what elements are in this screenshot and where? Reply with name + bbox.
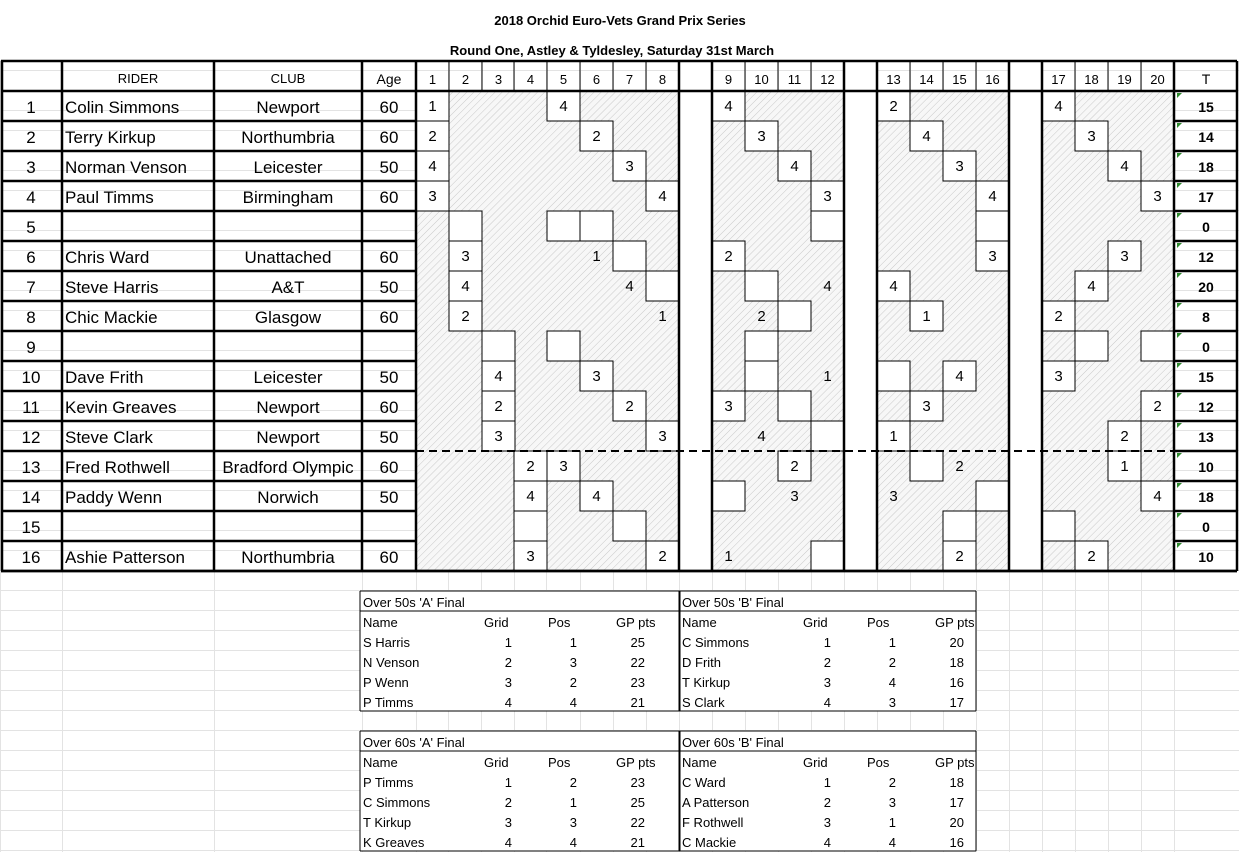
rider-name: Dave Frith — [65, 368, 144, 387]
heat-points: 2 — [955, 458, 964, 475]
rider-club: Unattached — [244, 248, 332, 267]
final-rider-name: N Venson — [363, 655, 420, 670]
final-value: 20 — [949, 635, 964, 650]
heat-points: 1 — [1120, 458, 1129, 475]
cell-marker — [1177, 123, 1182, 128]
heat-number-header: 5 — [559, 72, 568, 87]
final-value: 1 — [888, 635, 896, 650]
heat-points: 4 — [823, 278, 832, 295]
rider-name: Norman Venson — [65, 158, 187, 177]
final-rider-name: S Clark — [682, 695, 725, 710]
heat-points: 1 — [889, 428, 898, 445]
heat-cell — [449, 211, 482, 241]
heat-points: 4 — [988, 188, 997, 205]
heat-points: 1 — [724, 548, 733, 565]
rider-age: 50 — [379, 278, 399, 297]
rider-number: 9 — [26, 338, 36, 357]
final-value: 1 — [569, 795, 577, 810]
final-rider-name: C Ward — [682, 775, 726, 790]
rider-age: 60 — [379, 188, 399, 207]
heat-points: 4 — [592, 488, 601, 505]
rider-number: 1 — [26, 98, 36, 117]
rider-number: 6 — [26, 248, 36, 267]
heat-number-header: 4 — [526, 72, 535, 87]
final-value: 2 — [504, 655, 512, 670]
final-value: 2 — [888, 775, 896, 790]
heat-cell — [1141, 331, 1174, 361]
heat-points: 2 — [625, 398, 634, 415]
heat-points: 2 — [724, 248, 733, 265]
heat-points: 3 — [889, 488, 898, 505]
heat-points: 3 — [592, 368, 601, 385]
rider-club: Leicester — [253, 158, 323, 177]
final-value: 3 — [888, 695, 896, 710]
heat-points: 4 — [757, 428, 766, 445]
heat-points: 2 — [1087, 548, 1096, 565]
heat-cell — [778, 301, 811, 331]
rider-number: 10 — [21, 368, 41, 387]
cell-marker — [1177, 93, 1182, 98]
heat-points: 3 — [428, 188, 437, 205]
gap-column — [844, 61, 877, 571]
rider-club: Glasgow — [254, 308, 322, 327]
heat-cell — [877, 361, 910, 391]
final-title: Over 60s 'B' Final — [682, 735, 784, 750]
heat-points: 2 — [1054, 308, 1063, 325]
rider-total: 8 — [1202, 309, 1210, 325]
heat-points: 3 — [1087, 128, 1096, 145]
cell-marker — [1177, 393, 1182, 398]
rider-total: 17 — [1198, 189, 1214, 205]
heat-points: 4 — [1120, 158, 1129, 175]
page-subtitle: Round One, Astley & Tyldesley, Saturday 31st March — [449, 43, 775, 58]
heat-number-header: 8 — [658, 72, 667, 87]
final-rider-name: P Wenn — [363, 675, 409, 690]
final-col-header: Grid — [803, 615, 828, 630]
rider-club: Birmingham — [242, 188, 334, 207]
heat-cell — [910, 451, 943, 481]
final-rider-name: F Rothwell — [682, 815, 744, 830]
final-rider-name: T Kirkup — [682, 675, 731, 690]
final-col-header: GP pts — [616, 615, 656, 630]
rider-number: 11 — [22, 398, 40, 417]
heat-points: 1 — [922, 308, 931, 325]
heat-number-header: 16 — [985, 72, 1000, 87]
rider-total: 20 — [1198, 279, 1214, 295]
heat-cell — [943, 511, 976, 541]
final-col-header: Name — [682, 615, 717, 630]
heat-points: 4 — [526, 488, 535, 505]
final-rider-name: C Mackie — [682, 835, 737, 850]
rider-total: 10 — [1198, 549, 1214, 565]
final-rider-name: P Timms — [363, 695, 414, 710]
heat-points: 3 — [790, 488, 799, 505]
heat-points: 1 — [428, 98, 437, 115]
rider-total: 15 — [1198, 369, 1214, 385]
rider-name: Paddy Wenn — [65, 488, 163, 507]
final-value: 20 — [949, 815, 964, 830]
rider-age: 60 — [379, 248, 399, 267]
heat-points: 4 — [889, 278, 898, 295]
heat-points: 4 — [461, 278, 470, 295]
rider-number: 2 — [26, 128, 36, 147]
heat-points: 3 — [823, 188, 832, 205]
final-col-header: Grid — [484, 755, 509, 770]
heat-points: 3 — [559, 458, 568, 475]
heat-cell — [976, 481, 1009, 511]
cell-marker — [1177, 153, 1182, 158]
heat-points: 3 — [988, 248, 997, 265]
heat-cell — [1075, 331, 1108, 361]
final-col-header: Pos — [548, 755, 571, 770]
heat-number-header: 18 — [1084, 72, 1099, 87]
final-value: 17 — [949, 795, 964, 810]
rider-age: 60 — [379, 128, 399, 147]
final-value: 21 — [630, 835, 645, 850]
rider-name: Steve Harris — [65, 278, 159, 297]
final-value: 3 — [888, 795, 896, 810]
final-rider-name: C Simmons — [363, 795, 431, 810]
gap-column — [679, 61, 712, 571]
cell-marker — [1177, 183, 1182, 188]
final-rider-name: D Frith — [682, 655, 721, 670]
rider-total: 18 — [1198, 159, 1214, 175]
heat-points: 2 — [889, 98, 898, 115]
cell-marker — [1177, 423, 1182, 428]
final-col-header: GP pts — [616, 755, 656, 770]
rider-club: A&T — [271, 278, 305, 297]
final-value: 17 — [949, 695, 964, 710]
rider-number: 12 — [21, 428, 41, 447]
heat-cell — [1042, 511, 1075, 541]
heat-cell — [613, 241, 646, 271]
heat-points: 3 — [1120, 248, 1129, 265]
rider-number: 15 — [21, 518, 41, 537]
heat-points: 2 — [494, 398, 503, 415]
final-value: 3 — [823, 815, 831, 830]
cell-marker — [1177, 483, 1182, 488]
rider-club: Newport — [256, 98, 320, 117]
heat-points: 4 — [1153, 488, 1162, 505]
heat-cell — [745, 271, 778, 301]
gap-column — [1009, 61, 1042, 571]
heat-points: 4 — [1054, 98, 1063, 115]
club-header: CLUB — [270, 71, 306, 86]
heat-points: 2 — [1120, 428, 1129, 445]
rider-total: 0 — [1202, 519, 1210, 535]
rider-total: 12 — [1198, 399, 1214, 415]
rider-name: Steve Clark — [65, 428, 153, 447]
heat-cell — [580, 211, 613, 241]
final-rider-name: S Harris — [363, 635, 410, 650]
heat-points: 4 — [790, 158, 799, 175]
final-value: 22 — [630, 655, 645, 670]
heat-points: 1 — [823, 368, 832, 385]
heat-number-header: 10 — [754, 72, 769, 87]
final-value: 2 — [504, 795, 512, 810]
heat-points: 3 — [625, 158, 634, 175]
cell-marker — [1177, 213, 1182, 218]
heat-cell — [547, 331, 580, 361]
final-col-header: Pos — [867, 755, 890, 770]
heat-number-header: 17 — [1051, 72, 1066, 87]
final-value: 16 — [949, 835, 964, 850]
rider-age: 60 — [379, 398, 399, 417]
cell-marker — [1177, 453, 1182, 458]
rider-age: 50 — [379, 488, 399, 507]
heat-cell — [811, 541, 844, 571]
heat-number-header: 13 — [886, 72, 901, 87]
heat-points: 3 — [955, 158, 964, 175]
heat-points: 4 — [658, 188, 667, 205]
final-title: Over 50s 'B' Final — [682, 595, 784, 610]
heat-number-header: 9 — [724, 72, 733, 87]
page-title: 2018 Orchid Euro-Vets Grand Prix Series — [494, 13, 746, 28]
rider-name: Chic Mackie — [65, 308, 158, 327]
heat-points: 2 — [461, 308, 470, 325]
heat-points: 4 — [428, 158, 437, 175]
rider-total: 13 — [1198, 429, 1214, 445]
rider-name: Kevin Greaves — [65, 398, 177, 417]
rider-number: 7 — [26, 278, 36, 297]
heat-cell — [811, 421, 844, 451]
heat-number-header: 20 — [1150, 72, 1165, 87]
final-value: 1 — [823, 635, 831, 650]
heat-cell — [745, 361, 778, 391]
rider-total: 14 — [1198, 129, 1214, 145]
final-value: 4 — [888, 675, 896, 690]
heat-number-header: 19 — [1117, 72, 1132, 87]
final-value: 1 — [504, 775, 512, 790]
rider-age: 60 — [379, 98, 399, 117]
rider-age: 50 — [379, 428, 399, 447]
heat-cell — [811, 211, 844, 241]
rider-total: 10 — [1198, 459, 1214, 475]
final-title: Over 50s 'A' Final — [363, 595, 465, 610]
rider-name: Paul Timms — [65, 188, 154, 207]
heat-points: 3 — [461, 248, 470, 265]
heat-points: 2 — [428, 128, 437, 145]
rider-age: 50 — [379, 368, 399, 387]
final-value: 4 — [569, 695, 577, 710]
heat-number-header: 12 — [820, 72, 835, 87]
heat-points: 4 — [955, 368, 964, 385]
heat-number-header: 15 — [952, 72, 967, 87]
final-value: 3 — [569, 655, 577, 670]
heat-points: 3 — [1153, 188, 1162, 205]
final-value: 3 — [569, 815, 577, 830]
final-value: 1 — [569, 635, 577, 650]
heat-points: 3 — [526, 548, 535, 565]
heat-points: 4 — [1087, 278, 1096, 295]
heat-points: 3 — [494, 428, 503, 445]
rider-age: 50 — [379, 158, 399, 177]
heat-number-header: 1 — [428, 72, 437, 87]
final-value: 25 — [630, 635, 645, 650]
final-value: 2 — [823, 795, 831, 810]
rider-number: 16 — [21, 548, 41, 567]
rider-club: Northumbria — [241, 128, 335, 147]
final-value: 3 — [823, 675, 831, 690]
final-value: 16 — [949, 675, 964, 690]
final-value: 25 — [630, 795, 645, 810]
final-value: 3 — [504, 815, 512, 830]
rider-number: 3 — [26, 158, 36, 177]
rider-number: 13 — [21, 458, 41, 477]
final-rider-name: P Timms — [363, 775, 414, 790]
heat-points: 3 — [658, 428, 667, 445]
cell-marker — [1177, 543, 1182, 548]
final-value: 22 — [630, 815, 645, 830]
heat-points: 2 — [757, 308, 766, 325]
rider-number: 5 — [26, 218, 36, 237]
final-value: 18 — [949, 775, 964, 790]
final-title: Over 60s 'A' Final — [363, 735, 465, 750]
heat-cell — [745, 331, 778, 361]
heat-cell — [712, 481, 745, 511]
heat-points: 3 — [1054, 368, 1063, 385]
rider-total: 15 — [1198, 99, 1214, 115]
heat-points: 2 — [955, 548, 964, 565]
cell-marker — [1177, 333, 1182, 338]
heat-points: 3 — [922, 398, 931, 415]
final-value: 1 — [504, 635, 512, 650]
final-col-header: Grid — [803, 755, 828, 770]
rider-club: Northumbria — [241, 548, 335, 567]
final-value: 4 — [569, 835, 577, 850]
cell-marker — [1177, 303, 1182, 308]
heat-points: 2 — [592, 128, 601, 145]
heat-points: 2 — [526, 458, 535, 475]
final-value: 4 — [823, 695, 831, 710]
final-value: 4 — [504, 695, 512, 710]
rider-total: 12 — [1198, 249, 1214, 265]
heat-number-header: 11 — [787, 72, 802, 87]
final-value: 2 — [823, 655, 831, 670]
rider-total: 0 — [1202, 339, 1210, 355]
rider-club: Newport — [256, 428, 320, 447]
total-header: T — [1201, 71, 1211, 87]
heat-cell — [778, 391, 811, 421]
heat-number-header: 14 — [919, 72, 934, 87]
final-col-header: GP pts — [935, 755, 975, 770]
heat-points: 2 — [658, 548, 667, 565]
rider-club: Newport — [256, 398, 320, 417]
final-value: 23 — [630, 675, 645, 690]
heat-points: 4 — [625, 278, 634, 295]
final-value: 1 — [888, 815, 896, 830]
heat-number-header: 2 — [461, 72, 470, 87]
heat-number-header: 6 — [592, 72, 601, 87]
final-col-header: Grid — [484, 615, 509, 630]
rider-club: Norwich — [257, 488, 319, 507]
rider-name: Terry Kirkup — [65, 128, 156, 147]
heat-points: 3 — [757, 128, 766, 145]
heat-cell — [482, 331, 515, 361]
final-value: 2 — [888, 655, 896, 670]
rider-age: 60 — [379, 458, 399, 477]
final-col-header: Name — [363, 615, 398, 630]
age-header: Age — [376, 71, 402, 87]
final-value: 18 — [949, 655, 964, 670]
rider-age: 60 — [379, 308, 399, 327]
rider-total: 0 — [1202, 219, 1210, 235]
rider-age: 60 — [379, 548, 399, 567]
final-value: 4 — [504, 835, 512, 850]
rider-header: RIDER — [117, 71, 159, 86]
final-col-header: GP pts — [935, 615, 975, 630]
cell-marker — [1177, 363, 1182, 368]
final-value: 2 — [569, 675, 577, 690]
rider-name: Fred Rothwell — [65, 458, 170, 477]
final-value: 4 — [888, 835, 896, 850]
heat-cell — [514, 511, 547, 541]
heat-points: 2 — [1153, 398, 1162, 415]
rider-club: Leicester — [253, 368, 323, 387]
heat-number-header: 7 — [625, 72, 634, 87]
final-value: 21 — [630, 695, 645, 710]
final-col-header: Name — [682, 755, 717, 770]
final-rider-name: K Greaves — [363, 835, 425, 850]
rider-total: 18 — [1198, 489, 1214, 505]
final-value: 3 — [504, 675, 512, 690]
final-value: 2 — [569, 775, 577, 790]
heat-points: 4 — [494, 368, 503, 385]
final-col-header: Name — [363, 755, 398, 770]
final-value: 1 — [823, 775, 831, 790]
final-rider-name: A Patterson — [682, 795, 750, 810]
heat-cell — [547, 211, 580, 241]
final-col-header: Pos — [548, 615, 571, 630]
cell-marker — [1177, 243, 1182, 248]
cell-marker — [1177, 513, 1182, 518]
rider-name: Colin Simmons — [65, 98, 180, 117]
final-value: 4 — [823, 835, 831, 850]
cell-marker — [1177, 273, 1182, 278]
heat-points: 2 — [790, 458, 799, 475]
rider-number: 4 — [26, 188, 36, 207]
final-rider-name: C Simmons — [682, 635, 750, 650]
rider-name: Ashie Patterson — [65, 548, 186, 567]
final-rider-name: T Kirkup — [363, 815, 412, 830]
heat-cell — [976, 211, 1009, 241]
heat-points: 4 — [724, 98, 733, 115]
final-col-header: Pos — [867, 615, 890, 630]
heat-cell — [646, 271, 679, 301]
heat-points: 4 — [922, 128, 931, 145]
rider-name: Chris Ward — [65, 248, 150, 267]
final-value: 23 — [630, 775, 645, 790]
rider-number: 14 — [21, 488, 41, 507]
heat-number-header: 3 — [494, 72, 503, 87]
heat-points: 3 — [724, 398, 733, 415]
rider-number: 8 — [26, 308, 36, 327]
heat-points: 1 — [658, 308, 667, 325]
heat-points: 1 — [592, 248, 601, 265]
rider-club: Bradford Olympic — [222, 458, 354, 477]
heat-points: 4 — [559, 98, 568, 115]
heat-cell — [613, 511, 646, 541]
